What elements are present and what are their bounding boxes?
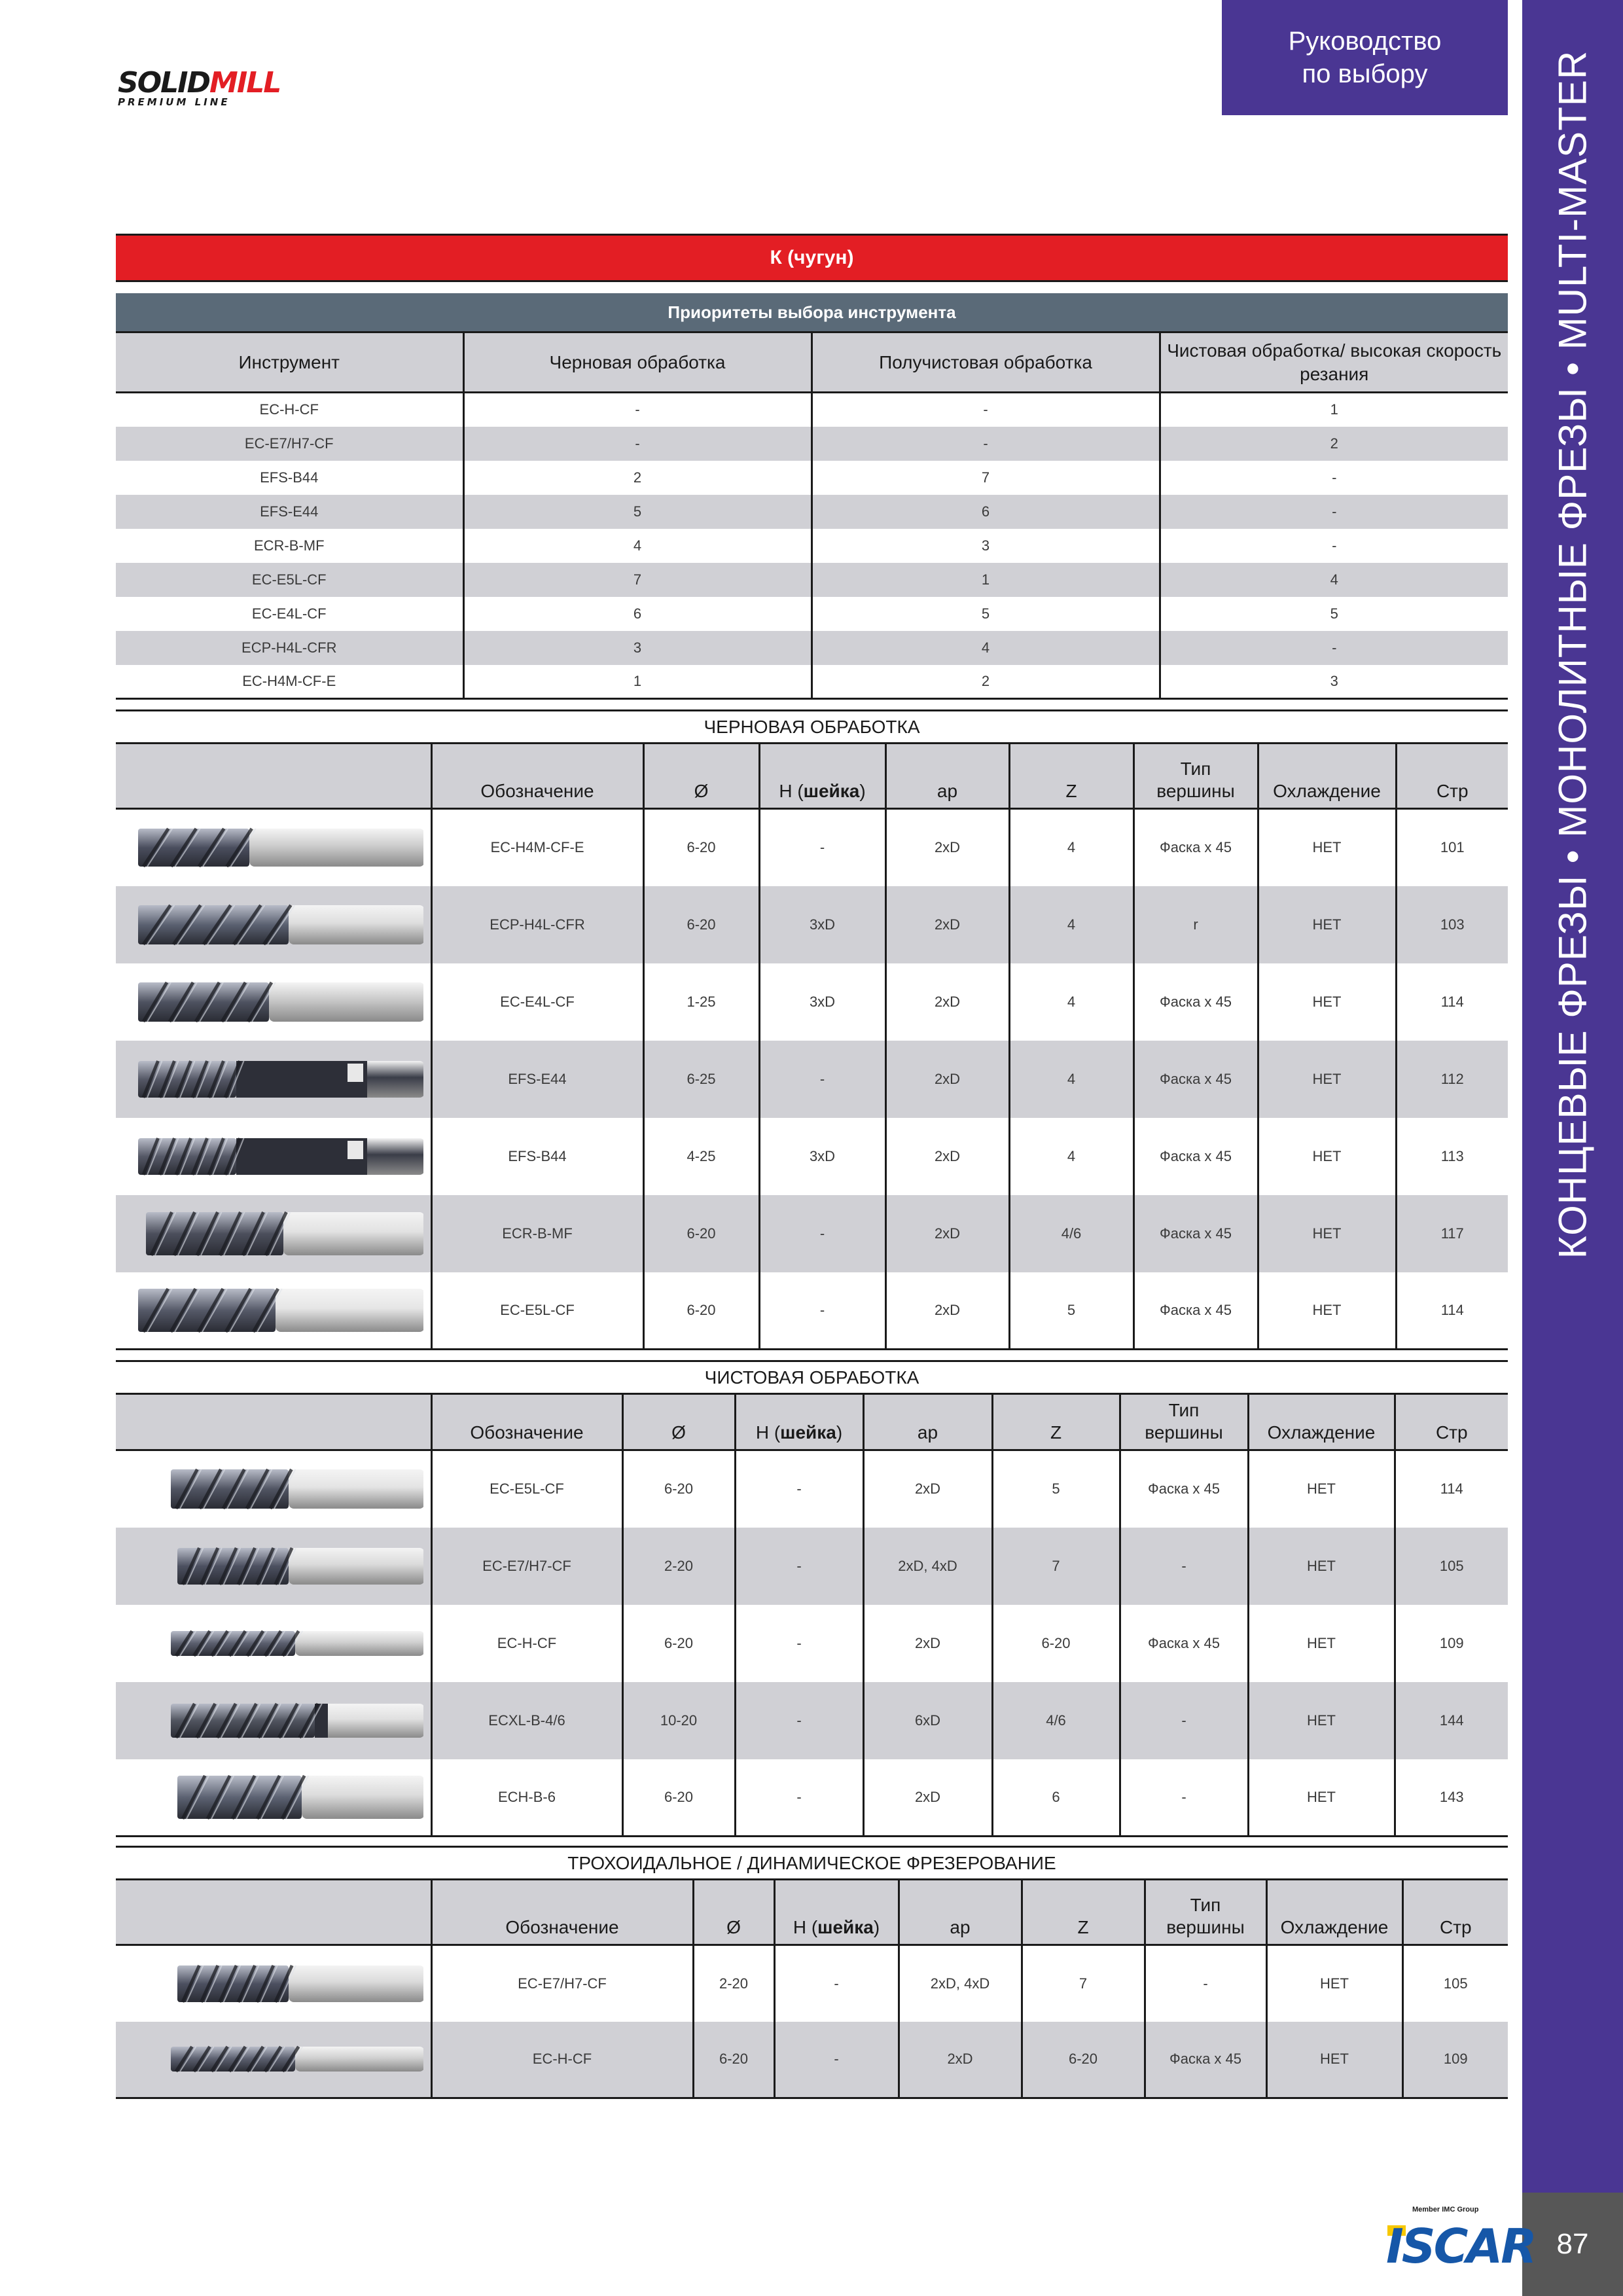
cooling-cell: НЕТ — [1258, 809, 1396, 886]
tool-image-cell — [116, 1450, 431, 1528]
brand-logo — [118, 66, 281, 108]
page-ref-cell: 117 — [1396, 1195, 1508, 1272]
neck-header-prefix: H ( — [793, 1917, 818, 1937]
tool-name-cell: EFS-E44 — [116, 495, 463, 529]
tip-type-cell: Фаска x 45 — [1120, 1450, 1248, 1528]
company-wordmark: ISCAR — [1386, 2219, 1535, 2274]
priority-row — [116, 427, 1508, 461]
tool-image-cell — [116, 963, 431, 1041]
image-column-header — [116, 1394, 431, 1450]
ap-cell: 2xD — [885, 809, 1009, 886]
priority-row — [116, 563, 1508, 597]
finishing-header-row — [116, 1394, 1508, 1450]
priority-value-cell: 5 — [463, 495, 812, 529]
tool-name-cell: EFS-B44 — [260, 469, 319, 486]
neck-header-prefix: H ( — [779, 781, 804, 801]
priority-value-cell: 5 — [1160, 597, 1508, 631]
tip-header-line2: вершины — [1166, 1917, 1245, 1937]
priority-value-cell: - — [1160, 631, 1508, 665]
neck-cell: - — [774, 1945, 899, 2022]
image-column-header — [116, 744, 431, 809]
designation-cell: EC-E7/H7-CF — [431, 1945, 693, 2022]
flutes-column-header: Z — [1022, 1880, 1145, 1945]
neck-column-header — [759, 744, 885, 809]
tool-row — [116, 1118, 1508, 1195]
tip-header-line1: Тип — [1168, 1400, 1200, 1420]
end-mill-image — [122, 1124, 423, 1189]
page-number: 87 — [1522, 2193, 1623, 2296]
end-mill-image — [122, 1611, 423, 1676]
priority-value-cell: 3 — [812, 529, 1160, 563]
ap-cell: 2xD — [885, 1272, 1009, 1350]
tool-row — [116, 1759, 1508, 1837]
priority-row — [116, 597, 1508, 631]
tip-type-cell: - — [1120, 1682, 1248, 1759]
ap-cell: 6xD — [863, 1682, 992, 1759]
tool-image-cell — [116, 2022, 431, 2098]
neck-cell: 3xD — [759, 963, 885, 1041]
trochoidal-section-title: ТРОХОИДАЛЬНОЕ / ДИНАМИЧЕСКОЕ ФРЕЗЕРОВАНИЕ — [116, 1846, 1508, 1878]
designation-cell: ECXL-B-4/6 — [431, 1682, 622, 1759]
diameter-column-header: Ø — [693, 1880, 774, 1945]
neck-cell: - — [759, 1195, 885, 1272]
finishing-section-title: ЧИСТОВАЯ ОБРАБОТКА — [116, 1360, 1508, 1393]
ap-cell: 2xD — [863, 1759, 992, 1837]
tool-row — [116, 886, 1508, 963]
page-ref-cell: 114 — [1395, 1450, 1508, 1528]
priority-value-cell: - — [1160, 529, 1508, 563]
tool-row — [116, 1945, 1508, 2022]
flutes-cell: 7 — [1022, 1945, 1145, 2022]
member-label: Member IMC Group — [1412, 2206, 1479, 2214]
diameter-cell: 6-25 — [643, 1041, 759, 1118]
neck-header-suffix: ) — [836, 1422, 843, 1443]
page-column-header: Стр — [1402, 1880, 1508, 1945]
page-ref-cell: 109 — [1402, 2022, 1508, 2098]
roughing-section-title: ЧЕРНОВАЯ ОБРАБОТКА — [116, 709, 1508, 742]
flutes-cell: 4 — [1009, 1118, 1133, 1195]
tip-type-cell: Фаска x 45 — [1133, 1272, 1258, 1350]
diameter-column-header: Ø — [622, 1394, 735, 1450]
priority-value-cell: 3 — [463, 631, 812, 665]
tool-image-cell — [116, 1605, 431, 1682]
cooling-cell: НЕТ — [1258, 1041, 1396, 1118]
cooling-column-header: Охлаждение — [1248, 1394, 1395, 1450]
tip-type-cell: - — [1120, 1528, 1248, 1605]
neck-cell: - — [759, 1272, 885, 1350]
neck-cell: 3xD — [759, 886, 885, 963]
flutes-cell: 4 — [1009, 886, 1133, 963]
flutes-column-header: Z — [1009, 744, 1133, 809]
tool-name-cell: EC-E5L-CF — [116, 563, 463, 597]
priority-value-cell: 1 — [1160, 393, 1508, 427]
priority-value-cell: 7 — [463, 563, 812, 597]
tool-name-cell: ECP-H4L-CFR — [116, 631, 463, 665]
neck-column-header — [735, 1394, 863, 1450]
page-ref-cell: 143 — [1395, 1759, 1508, 1837]
tool-image-cell — [116, 1118, 431, 1195]
diameter-cell: 4-25 — [643, 1118, 759, 1195]
tool-row — [116, 809, 1508, 886]
cooling-cell: НЕТ — [1266, 2022, 1402, 2098]
flutes-cell: 7 — [992, 1528, 1120, 1605]
designation-cell: ECH-B-6 — [431, 1759, 622, 1837]
ap-cell: 2xD — [899, 2022, 1022, 2098]
page-ref-cell: 105 — [1402, 1945, 1508, 2022]
diameter-cell: 2-20 — [622, 1528, 735, 1605]
flutes-cell: 4/6 — [1009, 1195, 1133, 1272]
diameter-cell: 6-20 — [643, 809, 759, 886]
neck-cell: - — [735, 1682, 863, 1759]
tool-row — [116, 963, 1508, 1041]
ap-cell: 2xD — [863, 1605, 992, 1682]
tip-type-cell: r — [1133, 886, 1258, 963]
flutes-cell: 6 — [992, 1759, 1120, 1837]
end-mill-image — [122, 1765, 423, 1830]
diameter-cell: 6-20 — [643, 886, 759, 963]
image-column-header — [116, 1880, 431, 1945]
tip-type-cell: Фаска x 45 — [1120, 1605, 1248, 1682]
tool-row — [116, 1605, 1508, 1682]
priority-value-cell: 5 — [812, 597, 1160, 631]
neck-cell: - — [759, 1041, 885, 1118]
diameter-cell: 6-20 — [622, 1450, 735, 1528]
tool-name-cell: EC-H-CF — [259, 401, 319, 418]
tip-type-cell: Фаска x 45 — [1133, 1118, 1258, 1195]
priority-value-cell: 6 — [812, 495, 1160, 529]
priority-row — [116, 631, 1508, 665]
priority-value-cell: - — [1160, 461, 1508, 495]
designation-cell: ECP-H4L-CFR — [431, 886, 643, 963]
flutes-cell: 4 — [1009, 809, 1133, 886]
roughing-table — [116, 742, 1508, 1350]
diameter-cell: 6-20 — [622, 1759, 735, 1837]
diameter-cell: 10-20 — [622, 1682, 735, 1759]
priority-row — [116, 393, 1508, 427]
end-mill-image — [122, 1456, 423, 1522]
page-column-header: Стр — [1396, 744, 1508, 809]
tip-type-cell: Фаска x 45 — [1133, 963, 1258, 1041]
roughing-header-row — [116, 744, 1508, 809]
tool-row — [116, 1041, 1508, 1118]
end-mill-image — [122, 815, 423, 880]
brand-wordmark: SOLIDMILL — [118, 66, 281, 99]
ap-column-header: ap — [863, 1394, 992, 1450]
priority-value-cell: 2 — [463, 461, 812, 495]
flutes-cell: 4 — [1009, 1041, 1133, 1118]
tool-image-cell — [116, 1945, 431, 2022]
tip-type-cell: - — [1145, 1945, 1266, 2022]
end-mill-image — [122, 1951, 423, 2017]
neck-cell: - — [735, 1528, 863, 1605]
page-ref-cell: 114 — [1396, 963, 1508, 1041]
tip-type-cell: Фаска x 45 — [1145, 2022, 1266, 2098]
priority-title-bar: Приоритеты выбора инструмента — [116, 293, 1508, 331]
page-ref-cell: 114 — [1396, 1272, 1508, 1350]
neck-cell: - — [735, 1450, 863, 1528]
tip-header-line2: вершины — [1156, 781, 1235, 801]
designation-cell: EFS-E44 — [431, 1041, 643, 1118]
designation-column-header: Обозначение — [431, 1880, 693, 1945]
designation-cell: EC-E5L-CF — [431, 1272, 643, 1350]
diameter-cell: 6-20 — [693, 2022, 774, 2098]
finishing-table — [116, 1393, 1508, 1837]
side-band-title: КОНЦЕВЫЕ ФРЕЗЫ • МОНОЛИТНЫЕ ФРЕЗЫ • MULTI-MASTER — [1550, 50, 1595, 1259]
tip-type-column-header — [1120, 1394, 1248, 1450]
selection-guide-label: Руководство по выбору — [1222, 0, 1508, 115]
page-column-header: Стр — [1395, 1394, 1508, 1450]
cooling-cell: НЕТ — [1248, 1528, 1395, 1605]
priority-value-cell: 4 — [1160, 563, 1508, 597]
neck-header-suffix: ) — [859, 781, 866, 801]
designation-cell: EC-E5L-CF — [431, 1450, 622, 1528]
tool-row — [116, 1528, 1508, 1605]
neck-cell: - — [759, 809, 885, 886]
neck-header-prefix: H ( — [755, 1422, 781, 1443]
tool-image-cell — [116, 1759, 431, 1837]
priority-row — [116, 529, 1508, 563]
priority-value-cell: 1 — [812, 563, 1160, 597]
tool-image-cell — [116, 886, 431, 963]
designation-cell: EC-H4M-CF-E — [431, 809, 643, 886]
tip-header-line1: Тип — [1180, 759, 1211, 779]
priority-value-cell: - — [463, 427, 812, 461]
page-ref-cell: 101 — [1396, 809, 1508, 886]
cooling-cell: НЕТ — [1258, 963, 1396, 1041]
ap-cell: 2xD — [863, 1450, 992, 1528]
priority-value-cell: 4 — [812, 631, 1160, 665]
tool-image-cell — [116, 1528, 431, 1605]
designation-cell: EC-H-CF — [431, 2022, 693, 2098]
designation-column-header: Обозначение — [431, 1394, 622, 1450]
diameter-cell: 1-25 — [643, 963, 759, 1041]
diameter-cell: 6-20 — [643, 1272, 759, 1350]
priority-column-header: Черновая обработка — [463, 332, 812, 393]
tool-row — [116, 1450, 1508, 1528]
tool-image-cell — [116, 1682, 431, 1759]
page-ref-cell: 103 — [1396, 886, 1508, 963]
tool-image-cell — [116, 1272, 431, 1350]
cooling-column-header: Охлаждение — [1258, 744, 1396, 809]
cooling-cell: НЕТ — [1266, 1945, 1402, 2022]
priority-value-cell: - — [812, 427, 1160, 461]
tool-row — [116, 2022, 1508, 2098]
tool-row — [116, 1195, 1508, 1272]
priority-value-cell: - — [1160, 495, 1508, 529]
neck-header-suffix: ) — [873, 1917, 880, 1937]
ap-cell: 2xD, 4xD — [899, 1945, 1022, 2022]
neck-cell: - — [774, 2022, 899, 2098]
brand-subtitle: PREMIUM LINE — [118, 96, 230, 108]
tool-image-cell — [116, 809, 431, 886]
designation-column-header: Обозначение — [431, 744, 643, 809]
ap-cell: 2xD — [885, 1118, 1009, 1195]
priority-value-cell: 2 — [1160, 427, 1508, 461]
tool-row — [116, 1272, 1508, 1350]
ap-column-header: ap — [885, 744, 1009, 809]
priority-row — [116, 461, 1508, 495]
ap-cell: 2xD, 4xD — [863, 1528, 992, 1605]
flutes-cell: 6-20 — [992, 1605, 1120, 1682]
neck-cell: - — [735, 1605, 863, 1682]
neck-header-bold: шейка — [817, 1917, 874, 1937]
tool-name-cell: ECR-B-MF — [253, 537, 325, 554]
end-mill-image — [122, 1201, 423, 1266]
tool-name-cell: EC-E4L-CF — [251, 605, 327, 622]
page-ref-cell: 105 — [1395, 1528, 1508, 1605]
ap-cell: 2xD — [885, 886, 1009, 963]
neck-header-bold: шейка — [803, 781, 860, 801]
tool-row — [116, 1682, 1508, 1759]
neck-column-header — [774, 1880, 899, 1945]
end-mill-image — [122, 1534, 423, 1599]
designation-cell: ECR-B-MF — [431, 1195, 643, 1272]
flutes-cell: 4/6 — [992, 1682, 1120, 1759]
priority-value-cell: 2 — [812, 665, 1160, 699]
tool-image-cell — [116, 1041, 431, 1118]
priority-value-cell: 1 — [463, 665, 812, 699]
ap-cell: 2xD — [885, 1195, 1009, 1272]
trochoidal-header-row — [116, 1880, 1508, 1945]
designation-cell: EC-H-CF — [431, 1605, 622, 1682]
diameter-column-header: Ø — [643, 744, 759, 809]
flutes-cell: 5 — [1009, 1272, 1133, 1350]
priority-value-cell: - — [812, 393, 1160, 427]
diameter-cell: 2-20 — [693, 1945, 774, 2022]
priority-table — [116, 331, 1508, 700]
page-ref-cell: 112 — [1396, 1041, 1508, 1118]
priority-row — [116, 665, 1508, 699]
cooling-cell: НЕТ — [1258, 1272, 1396, 1350]
tip-header-line1: Тип — [1190, 1895, 1221, 1915]
end-mill-image — [122, 1047, 423, 1112]
cooling-cell: НЕТ — [1258, 886, 1396, 963]
tool-image-cell — [116, 1195, 431, 1272]
priority-value-cell: 4 — [463, 529, 812, 563]
cooling-cell: НЕТ — [1258, 1195, 1396, 1272]
neck-cell: 3xD — [759, 1118, 885, 1195]
tip-type-cell: - — [1120, 1759, 1248, 1837]
end-mill-image — [122, 2026, 423, 2092]
diameter-cell: 6-20 — [622, 1605, 735, 1682]
page-ref-cell: 144 — [1395, 1682, 1508, 1759]
tip-header-line2: вершины — [1145, 1422, 1223, 1443]
cooling-cell: НЕТ — [1248, 1605, 1395, 1682]
designation-cell: EC-E7/H7-CF — [431, 1528, 622, 1605]
cooling-cell: НЕТ — [1248, 1682, 1395, 1759]
tip-type-cell: Фаска x 45 — [1133, 1041, 1258, 1118]
flutes-column-header: Z — [992, 1394, 1120, 1450]
priority-value-cell: - — [463, 393, 812, 427]
priority-row — [116, 495, 1508, 529]
designation-cell: EFS-B44 — [431, 1118, 643, 1195]
tip-type-column-header — [1133, 744, 1258, 809]
priority-column-header: Инструмент — [116, 332, 463, 393]
priority-value-cell: 6 — [463, 597, 812, 631]
priority-header-row — [116, 332, 1508, 393]
company-logo — [1386, 2206, 1535, 2278]
tip-type-column-header — [1145, 1880, 1266, 1945]
flutes-cell: 4 — [1009, 963, 1133, 1041]
neck-cell: - — [735, 1759, 863, 1837]
material-group-bar: К (чугун) — [116, 234, 1508, 282]
tool-name-cell: EC-H4M-CF-E — [116, 665, 463, 699]
priority-column-header: Чистовая обработка/ высокая скорость резания — [1160, 332, 1508, 393]
cooling-column-header: Охлаждение — [1266, 1880, 1402, 1945]
cooling-cell: НЕТ — [1248, 1759, 1395, 1837]
ap-column-header: ap — [899, 1880, 1022, 1945]
priority-value-cell: 3 — [1160, 665, 1508, 699]
flutes-cell: 5 — [992, 1450, 1120, 1528]
page-ref-cell: 109 — [1395, 1605, 1508, 1682]
page-ref-cell: 113 — [1396, 1118, 1508, 1195]
tool-name-cell: EC-E7/H7-CF — [116, 427, 463, 461]
ap-cell: 2xD — [885, 963, 1009, 1041]
end-mill-image — [122, 1688, 423, 1753]
ap-cell: 2xD — [885, 1041, 1009, 1118]
trochoidal-table — [116, 1878, 1508, 2099]
neck-header-bold: шейка — [780, 1422, 836, 1443]
end-mill-image — [122, 1278, 423, 1343]
priority-value-cell: 7 — [812, 461, 1160, 495]
tip-type-cell: Фаска x 45 — [1133, 809, 1258, 886]
tip-type-cell: Фаска x 45 — [1133, 1195, 1258, 1272]
diameter-cell: 6-20 — [643, 1195, 759, 1272]
end-mill-image — [122, 969, 423, 1035]
cooling-cell: НЕТ — [1248, 1450, 1395, 1528]
designation-cell: EC-E4L-CF — [431, 963, 643, 1041]
priority-column-header: Получистовая обработка — [812, 332, 1160, 393]
cooling-cell: НЕТ — [1258, 1118, 1396, 1195]
flutes-cell: 6-20 — [1022, 2022, 1145, 2098]
end-mill-image — [122, 892, 423, 958]
